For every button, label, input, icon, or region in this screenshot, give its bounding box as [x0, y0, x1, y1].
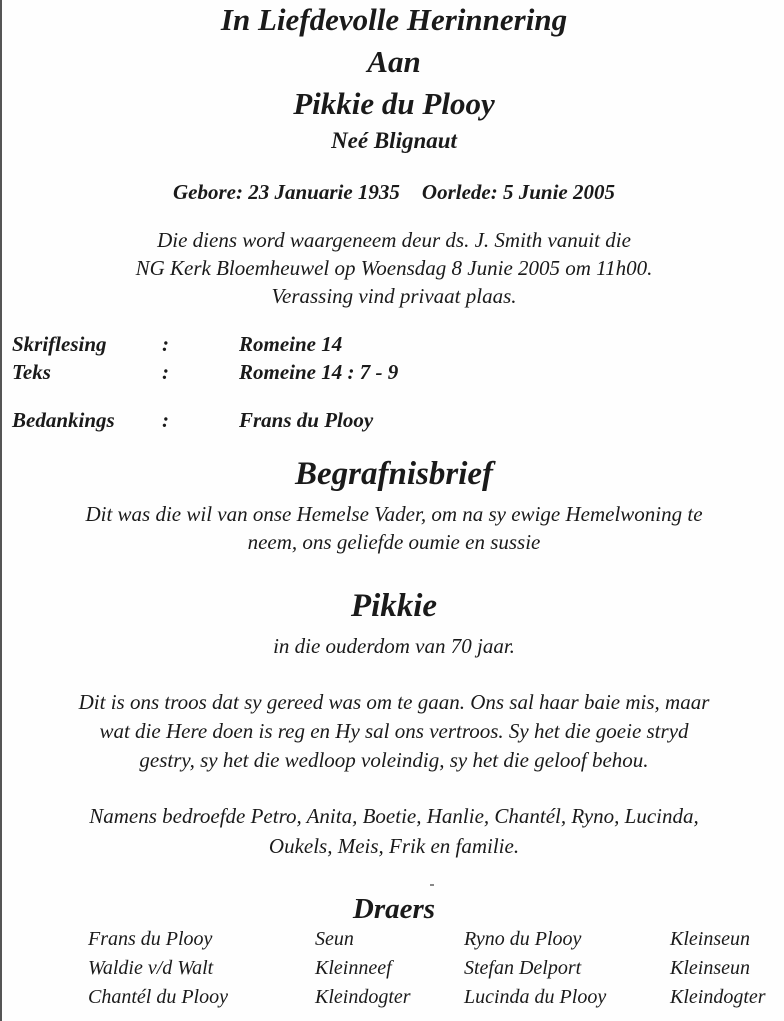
program-label: Skriflesing — [12, 332, 107, 356]
bearer-name: Waldie v/d Walt — [88, 957, 214, 979]
program-value: Frans du Plooy — [239, 408, 374, 432]
maiden-name: Neé Blignaut — [331, 128, 457, 153]
program-separator: : — [162, 360, 169, 384]
heading-title: In Liefdevolle Herinnering — [220, 2, 568, 37]
bearer-relation: Kleindogter — [670, 986, 766, 1008]
letter-line-1: Dit was die wil van onse Hemelse Vader, om na sy ewige Hemelwoning te — [85, 502, 703, 526]
heading-aan: Aan — [367, 44, 421, 79]
program-label: Teks — [12, 360, 51, 384]
bearer-relation: Kleinseun — [670, 928, 750, 950]
family-line-2: Oukels, Meis, Frik en familie. — [268, 834, 520, 858]
bearer-row — [2, 957, 784, 985]
program-label: Bedankings — [12, 408, 115, 432]
bearer-name: Frans du Plooy — [88, 928, 213, 950]
comfort-line-3: gestry, sy het die wedloop voleindig, sy het die geloof behou. — [139, 748, 649, 772]
letter-title: Begrafnisbrief — [295, 456, 493, 492]
program-value: Romeine 14 : 7 - 9 — [239, 360, 399, 384]
bearer-name: Stefan Delport — [464, 957, 582, 979]
bearers-title: Draers — [352, 893, 436, 925]
bearer-relation: Seun — [315, 928, 354, 950]
service-line-2: NG Kerk Bloemheuwel op Woensdag 8 Junie 2005 om 11h00. — [135, 256, 653, 280]
deceased-name: Pikkie du Plooy — [293, 86, 495, 121]
letter-name: Pikkie — [350, 588, 438, 624]
letter-line-2: neem, ons geliefde oumie en sussie — [247, 530, 541, 554]
comfort-line-1: Dit is ons troos dat sy gereed was om te gaan. Ons sal haar baie mis, maar — [78, 690, 710, 714]
speck-mark — [430, 884, 434, 886]
dates-line — [2, 180, 784, 205]
letter-age: in die ouderdom van 70 jaar. — [273, 634, 515, 658]
bearer-relation: Kleinneef — [315, 957, 392, 979]
bearer-name: Chantél du Plooy — [88, 986, 228, 1008]
comfort-line-2: wat die Here doen is reg en Hy sal ons vertroos. Sy het die goeie stryd — [99, 719, 689, 743]
bearer-row — [2, 986, 784, 1014]
death-date: Oorlede: 5 Junie 2005 — [421, 180, 615, 204]
family-line-1: Namens bedroefde Petro, Anita, Boetie, Hanlie, Chantél, Ryno, Lucinda, — [89, 804, 699, 828]
program-separator: : — [162, 408, 169, 432]
program-value: Romeine 14 — [239, 332, 343, 356]
bearer-name: Lucinda du Plooy — [464, 986, 607, 1008]
bearer-relation: Kleinseun — [670, 957, 750, 979]
bearer-name: Ryno du Plooy — [464, 928, 582, 950]
program-separator: : — [162, 332, 169, 356]
bearer-row — [2, 928, 784, 956]
birth-date: Gebore: 23 Januarie 1935 — [173, 180, 400, 204]
service-line-1: Die diens word waargeneem deur ds. J. Smith vanuit die — [157, 228, 631, 252]
bearer-relation: Kleindogter — [315, 986, 411, 1008]
service-line-3: Verassing vind privaat plaas. — [271, 284, 517, 308]
